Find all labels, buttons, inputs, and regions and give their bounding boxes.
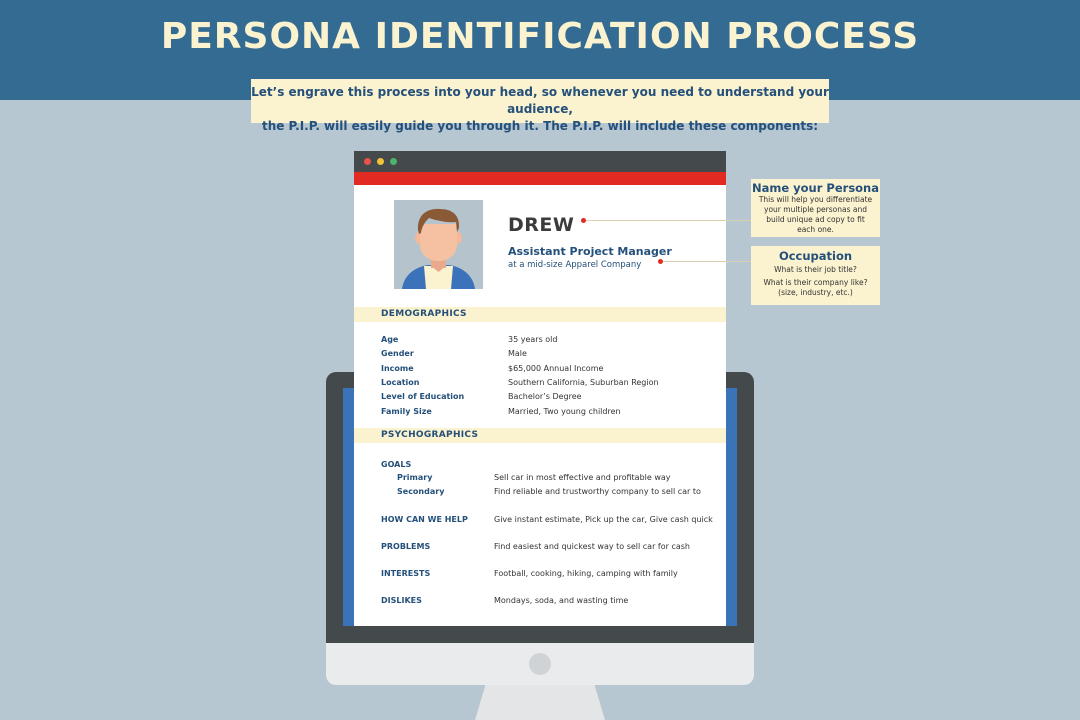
demo-label-gender: Gender [381, 349, 414, 358]
intro-line-1: Let’s engrave this process into your head, so whenever you need to understand your audience, [251, 85, 829, 116]
callout-name-line-4: each one. [797, 225, 834, 234]
goal-secondary-value: Find reliable and trustworthy company to sell car to [494, 487, 701, 496]
help-value: Give instant estimate, Pick up the car, Give cash quick [494, 515, 713, 524]
demo-label-family: Family Size [381, 407, 432, 416]
callout-occupation-title: Occupation [778, 249, 853, 263]
persona-company: at a mid-size Apparel Company [508, 260, 642, 270]
window-dot-yellow-icon [377, 158, 384, 165]
callout-name-title: Name your Persona [751, 181, 880, 195]
persona-name: DREW [508, 214, 575, 236]
callout-occupation-line-3: (size, industry, etc.) [778, 288, 853, 297]
demo-value-age: 35 years old [508, 335, 558, 344]
intro-line-2: the P.I.P. will easily guide you through it. The P.I.P. will include these components: [261, 119, 819, 133]
window-header-band [354, 172, 726, 185]
demo-value-income: $65,000 Annual Income [508, 364, 604, 373]
help-label: HOW CAN WE HELP [381, 515, 468, 524]
callout-name-line-3: build unique ad copy to fit [766, 215, 865, 224]
dislikes-value: Mondays, soda, and wasting time [494, 596, 629, 605]
monitor-stand [475, 685, 605, 720]
demo-label-education: Level of Education [381, 392, 465, 401]
demo-label-age: Age [381, 335, 399, 344]
demo-value-location: Southern California, Suburban Region [508, 378, 659, 387]
callout-occupation [751, 246, 880, 305]
persona-job-title: Assistant Project Manager [508, 245, 672, 258]
goal-primary-value: Sell car in most effective and profitable way [494, 473, 671, 482]
goal-secondary-label: Secondary [397, 487, 445, 496]
callout-name-persona [751, 179, 880, 237]
callout-name-line-1: This will help you differentiate [758, 195, 873, 204]
demo-value-family: Married, Two young children [508, 407, 621, 416]
window-titlebar [354, 151, 726, 172]
psychographics-heading: PSYCHOGRAPHICS [381, 430, 479, 440]
demographics-header [354, 307, 726, 322]
demographics-heading: DEMOGRAPHICS [381, 309, 467, 319]
demo-label-income: Income [381, 364, 414, 373]
persona-sheet-window [354, 151, 726, 626]
occupation-connector-line [663, 261, 751, 262]
demo-label-location: Location [381, 378, 420, 387]
intro-box [251, 79, 829, 133]
callout-name-line-2: your multiple personas and [764, 205, 867, 214]
name-connector-line [586, 220, 751, 221]
dislikes-label: DISLIKES [381, 596, 422, 605]
callout-occupation-line-2: What is their company like? [763, 278, 868, 287]
monitor-power-button [529, 653, 551, 675]
goals-label: GOALS [381, 460, 412, 469]
avatar-illustration-icon [394, 200, 483, 289]
window-dot-red-icon [364, 158, 371, 165]
interests-label: INTERESTS [381, 569, 431, 578]
demo-value-education: Bachelor’s Degree [508, 392, 582, 401]
psychographics-header [354, 428, 726, 443]
problems-value: Find easiest and quickest way to sell car for cash [494, 542, 690, 551]
avatar [394, 200, 483, 289]
goal-primary-label: Primary [397, 473, 433, 482]
callout-occupation-line-1: What is their job title? [774, 265, 857, 274]
interests-value: Football, cooking, hiking, camping with family [494, 569, 678, 578]
window-dot-green-icon [390, 158, 397, 165]
problems-label: PROBLEMS [381, 542, 431, 551]
page-title: PERSONA IDENTIFICATION PROCESS [160, 16, 920, 57]
demo-value-gender: Male [508, 349, 527, 358]
